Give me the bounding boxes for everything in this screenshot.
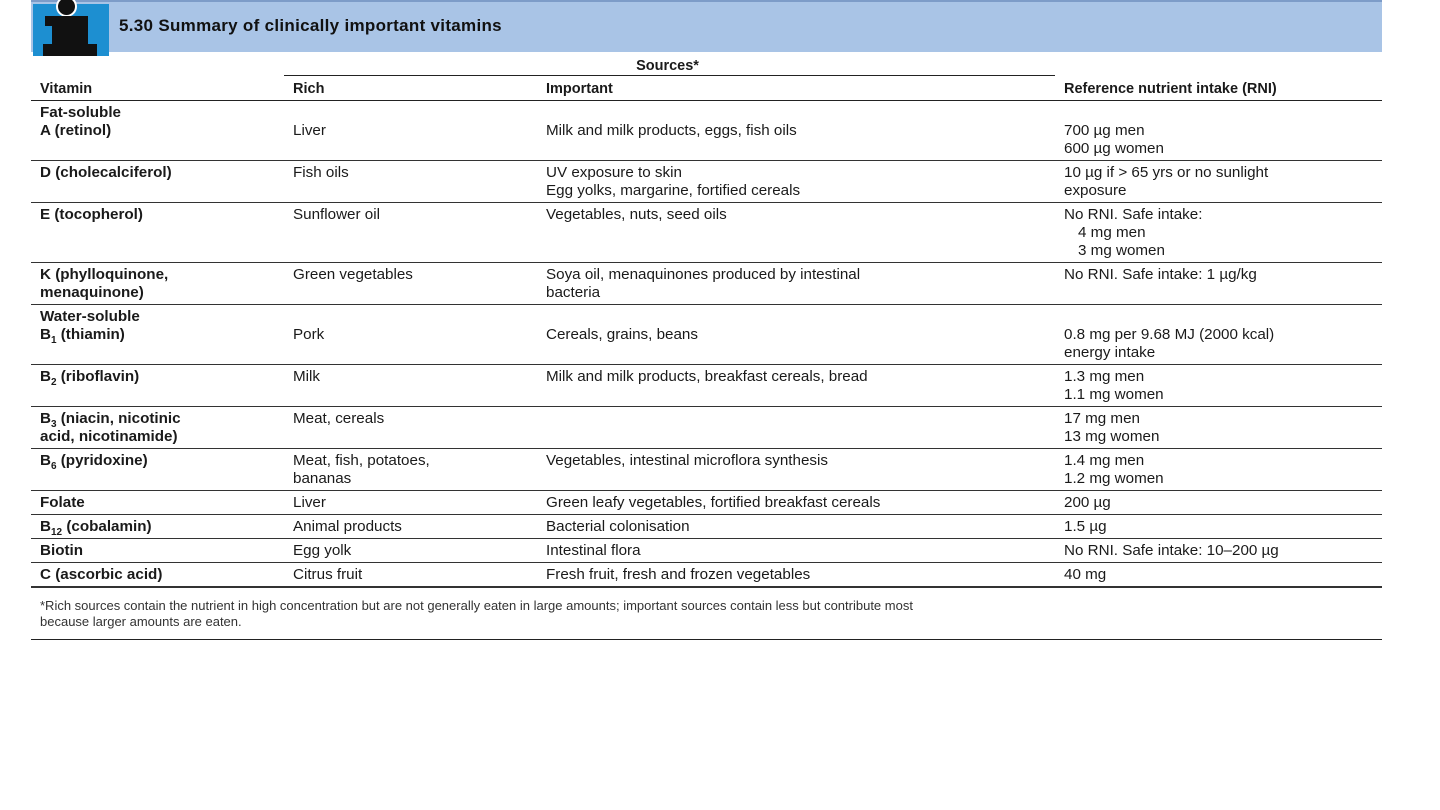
table-row <box>31 203 1382 263</box>
table-row <box>31 101 1382 161</box>
important-cell: Milk and milk products, eggs, fish oils <box>537 101 1055 161</box>
rich-cell: Pork <box>284 305 537 365</box>
table-row <box>31 305 1382 365</box>
rni-cell: 1.5 µg <box>1055 515 1382 539</box>
group-label-water-soluble: Water-soluble <box>40 308 140 325</box>
rni-cell: No RNI. Safe intake: 1 µg/kg <box>1055 263 1382 305</box>
rni-cell: 17 mg men 13 mg women <box>1055 407 1382 449</box>
table-row <box>31 365 1382 407</box>
sources-group-header: Sources* <box>284 52 1055 76</box>
col-header-important: Important <box>546 81 613 97</box>
rni-cell: 1.4 mg men 1.2 mg women <box>1055 449 1382 491</box>
vitamin-cell: C (ascorbic acid) <box>31 563 284 587</box>
important-cell: Vegetables, nuts, seed oils <box>537 203 1055 263</box>
important-cell: Green leafy vegetables, fortified breakfast cereals <box>537 491 1055 515</box>
table-title-bar <box>31 0 1382 52</box>
vitamin-cell: $B_3$ (niacin, nicotinic acid, nicotinamide) <box>31 407 284 449</box>
rni-cell: 10 µg if > 65 yrs or no sunlight exposure <box>1055 161 1382 203</box>
rich-cell: Meat, fish, potatoes, bananas <box>284 449 537 491</box>
table-row <box>31 539 1382 563</box>
rich-cell: Fish oils <box>284 161 537 203</box>
vitamin-cell: $B_6$ (pyridoxine) <box>31 449 284 491</box>
vitamin-cell: Water-soluble $B_1$ (thiamin) <box>31 305 284 365</box>
rni-cell: 700 µg men 600 µg women <box>1055 101 1382 161</box>
rich-cell: Animal products <box>284 515 537 539</box>
important-cell: Bacterial colonisation <box>537 515 1055 539</box>
vitamin-cell: Biotin <box>31 539 284 563</box>
table-row <box>31 263 1382 305</box>
col-header-rni: Reference nutrient intake (RNI) <box>1064 80 1277 97</box>
table-row <box>31 515 1382 539</box>
rich-cell: Meat, cereals <box>284 407 537 449</box>
vitamin-cell: K (phylloquinone, menaquinone) <box>31 263 284 305</box>
vitamin-cell: Folate <box>31 491 284 515</box>
table-row <box>31 563 1382 587</box>
vitamin-summary-table-box <box>31 0 1382 640</box>
rni-cell: No RNI. Safe intake: 10–200 µg <box>1055 539 1382 563</box>
col-header-rich: Rich <box>293 81 325 97</box>
vitamin-cell: Fat-soluble A (retinol) <box>31 101 284 161</box>
important-cell: Vegetables, intestinal microflora synthesis <box>537 449 1055 491</box>
important-cell: UV exposure to skin Egg yolks, margarine, fortified cereals <box>537 161 1055 203</box>
table-row <box>31 161 1382 203</box>
rni-cell: 1.3 mg men 1.1 mg women <box>1055 365 1382 407</box>
important-cell: Fresh fruit, fresh and frozen vegetables <box>537 563 1055 587</box>
important-cell: Soya oil, menaquinones produced by intestinal bacteria <box>537 263 1055 305</box>
rich-cell: Egg yolk <box>284 539 537 563</box>
info-icon <box>33 4 109 56</box>
table-footnote: *Rich sources contain the nutrient in high concentration but are not generally eaten in large amounts; important sources contain less but contribute most because larger amounts are eaten. <box>31 587 1382 640</box>
vitamin-cell: D (cholecalciferol) <box>31 161 284 203</box>
vitamin-cell: $B_{12}$ (cobalamin) <box>31 515 284 539</box>
rich-cell: Liver <box>284 101 537 161</box>
important-cell: Intestinal flora <box>537 539 1055 563</box>
table-row <box>31 449 1382 491</box>
rich-cell: Milk <box>284 365 537 407</box>
rich-cell: Sunflower oil <box>284 203 537 263</box>
vitamin-table <box>31 52 1382 587</box>
important-cell: Cereals, grains, beans <box>537 305 1055 365</box>
vitamin-cell: E (tocopherol) <box>31 203 284 263</box>
rni-cell: 200 µg <box>1055 491 1382 515</box>
rni-cell: No RNI. Safe intake: 4 mg men 3 mg women <box>1055 203 1382 263</box>
vitamin-cell: $B_2$ (riboflavin) <box>31 365 284 407</box>
table-row <box>31 491 1382 515</box>
important-cell <box>537 407 1055 449</box>
col-header-vitamin: Vitamin <box>40 80 93 97</box>
important-cell: Milk and milk products, breakfast cereals, bread <box>537 365 1055 407</box>
rni-cell: 0.8 mg per 9.68 MJ (2000 kcal) energy intake <box>1055 305 1382 365</box>
group-label-fat-soluble: Fat-soluble <box>40 104 122 121</box>
rich-cell: Citrus fruit <box>284 563 537 587</box>
rich-cell: Green vegetables <box>284 263 537 305</box>
table-row <box>31 407 1382 449</box>
rich-cell: Liver <box>284 491 537 515</box>
rni-cell: 40 mg <box>1055 563 1382 587</box>
table-title: 5.30 Summary of clinically important vitamins <box>119 16 502 35</box>
